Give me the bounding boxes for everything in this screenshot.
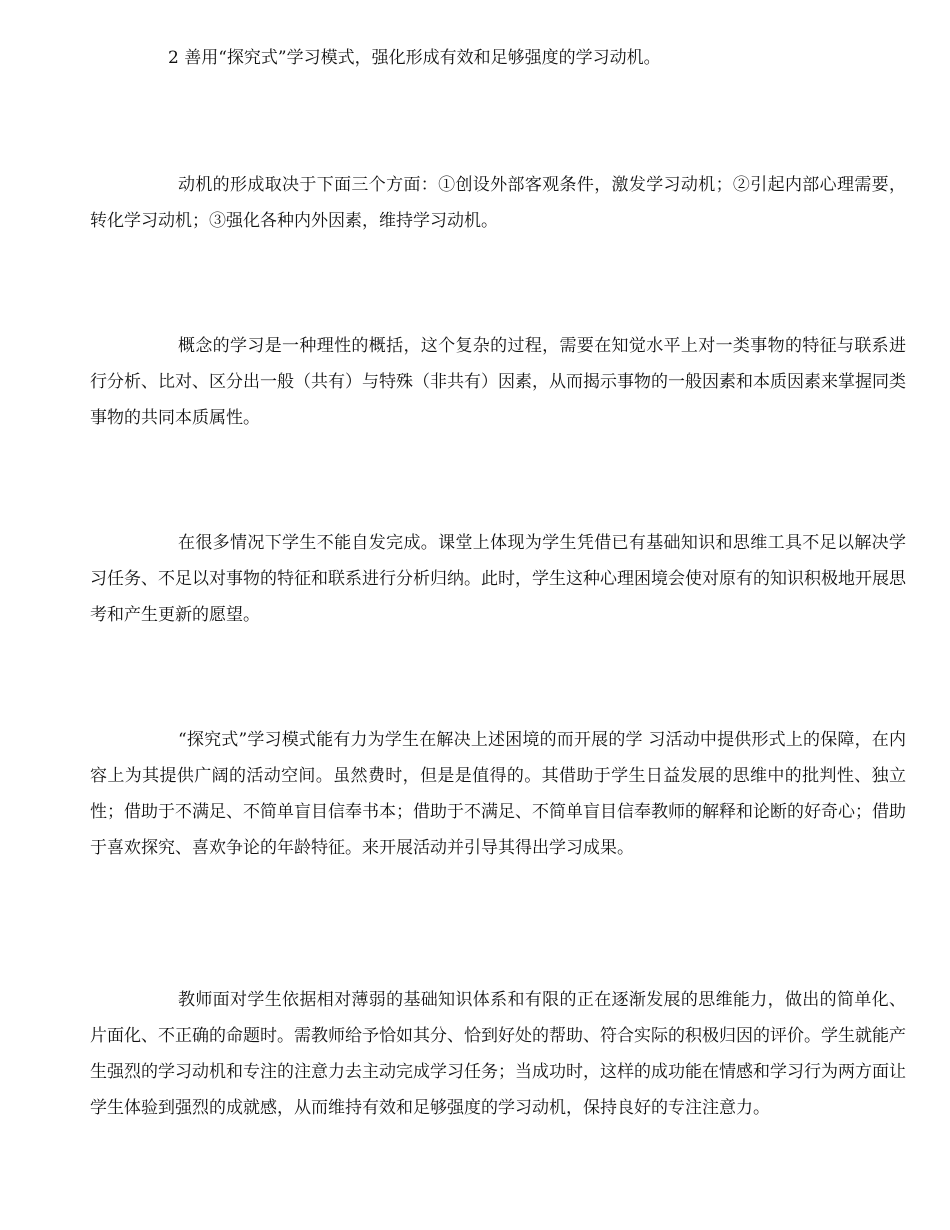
paragraph-teacher-guidance: 教师面对学生依据相对薄弱的基础知识体系和有限的正在逐渐发展的思维能力，做出的简单化、片面化、不正确的命题时。需教师给予恰如其分、恰到好处的帮助、符合实际的积极归因的评价。学生就能产生强烈的学习动机和专注的注意力去主动完成学习任务；当成功时，这样的成功能在情感和学习行为两方面让学生体验到强烈的成就感，从而维持有效和足够强度的学习动机，保持良好的专注注意力。: [90, 990, 906, 1118]
section-heading: 2 善用“探究式”学习模式，强化形成有效和足够强度的学习动机。: [168, 48, 661, 68]
paragraph-motivation-factors: 动机的形成取决于下面三个方面：①创设外部客观条件，激发学习动机；②引起内部心理需要，转化学习动机；③强化各种内外因素，维持学习动机。: [90, 175, 906, 231]
paragraph-inquiry-model: “探究式”学习模式能有力为学生在解决上述困境的而开展的学 习活动中提供形式上的保障，在内容上为其提供广阔的活动空间。虽然费时，但是是值得的。其借助于学生日益发展的思维中的批判性、独立性；借助于不满足、不简单盲目信奉书本；借助于不满足、不简单盲目信奉教师的解释和论断的好奇心；借助于喜欢探究、喜欢争论的年龄特征。来开展活动并引导其得出学习成果。: [90, 730, 906, 858]
paragraph-concept-learning: 概念的学习是一种理性的概括，这个复杂的过程，需要在知觉水平上对一类事物的特征与联系进行分析、比对、区分出一般（共有）与特殊（非共有）因素，从而揭示事物的一般因素和本质因素来掌握同类事物的共同本质属性。: [90, 336, 906, 428]
paragraph-student-difficulty: 在很多情况下学生不能自发完成。课堂上体现为学生凭借已有基础知识和思维工具不足以解决学习任务、不足以对事物的特征和联系进行分析归纳。此时，学生这种心理困境会使对原有的知识积极地开展思考和产生更新的愿望。: [90, 533, 906, 625]
